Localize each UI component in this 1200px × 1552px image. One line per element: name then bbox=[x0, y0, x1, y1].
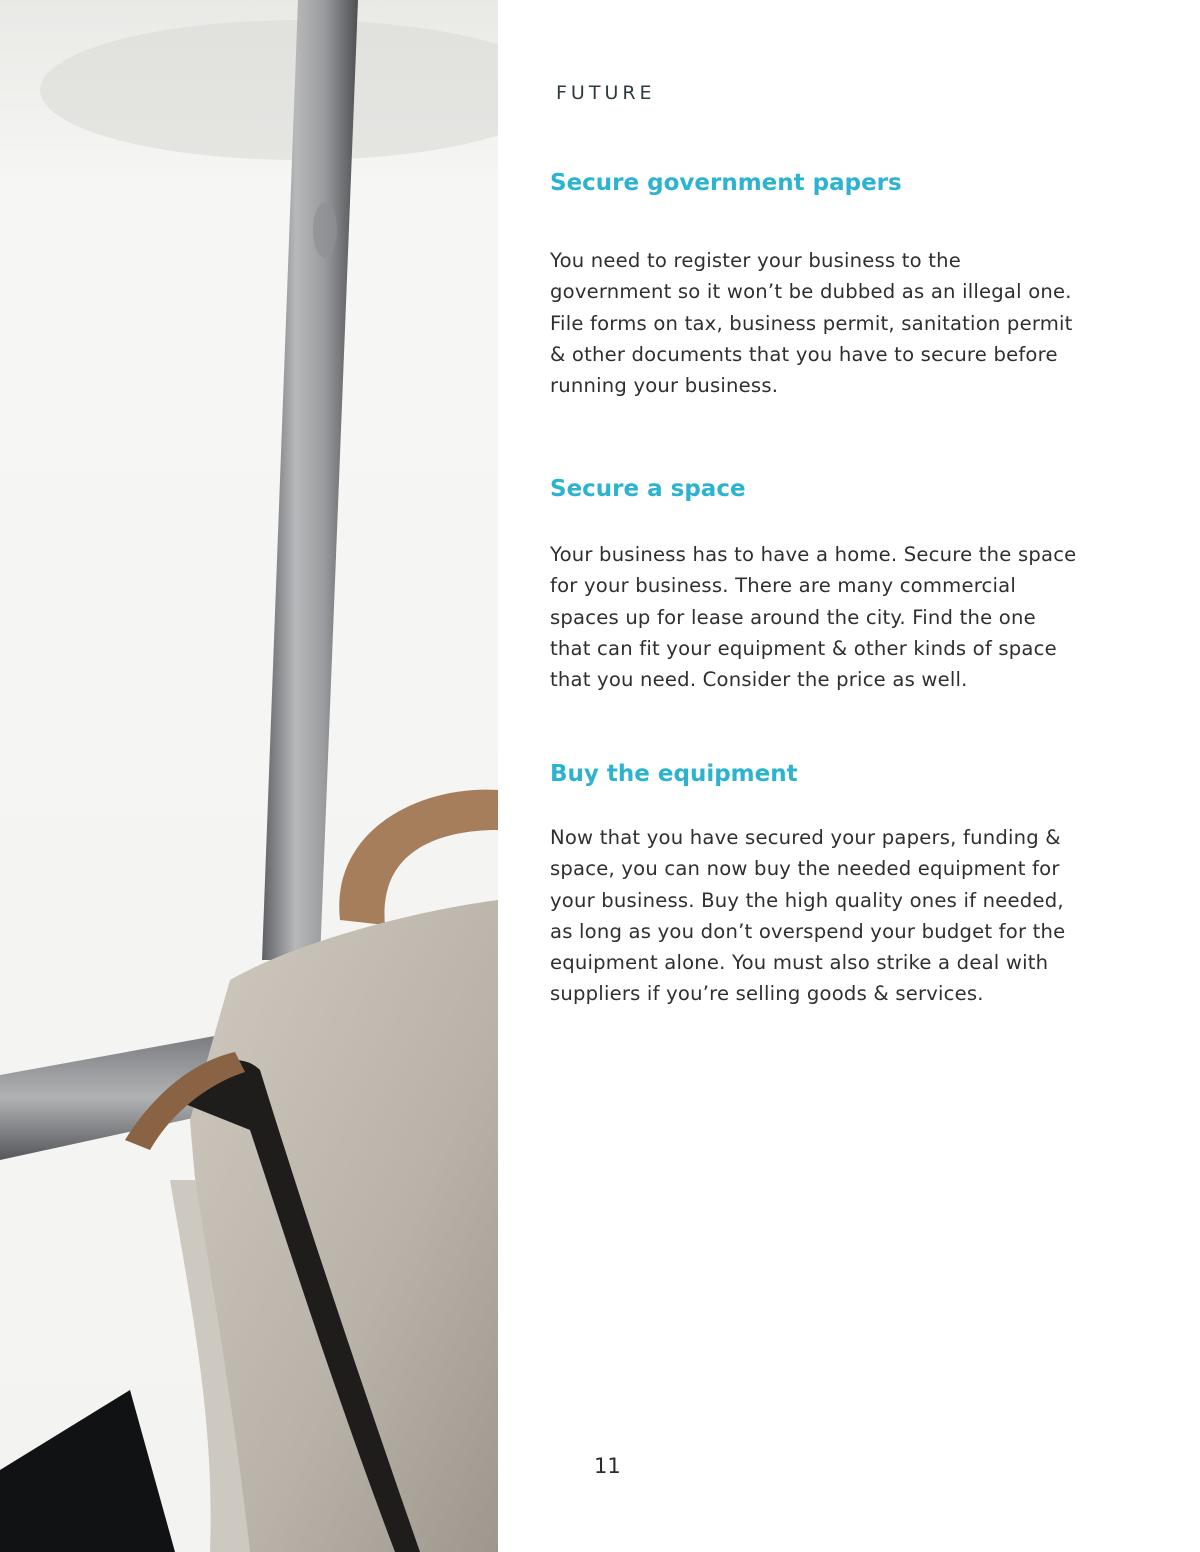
page-number: 11 bbox=[594, 1454, 621, 1478]
text-line: space, you can now buy the needed equipment for bbox=[550, 857, 1060, 881]
text-line: spaces up for lease around the city. Find the one bbox=[550, 605, 1036, 629]
paragraph-buy-the-equipment bbox=[550, 822, 1140, 1010]
paragraph-secure-a-space bbox=[550, 539, 1140, 695]
text-line: your business. Buy the high quality ones if needed, bbox=[550, 888, 1064, 912]
text-line: File forms on tax, business permit, sanitation permit bbox=[550, 311, 1073, 335]
text-line: You need to register your business to the bbox=[550, 249, 962, 272]
text-line: that can fit your equipment & other kinds of space bbox=[550, 636, 1057, 660]
text-line: that you need. Consider the price as well. bbox=[550, 668, 968, 692]
backpack-by-window-illustration bbox=[0, 0, 498, 1552]
text-line: Your business has to have a home. Secure the space bbox=[550, 543, 1077, 566]
text-line: running your business. bbox=[550, 374, 779, 398]
heading-secure-government-papers: Secure government papers bbox=[550, 170, 902, 196]
text-line: equipment alone. You must also strike a deal with bbox=[550, 951, 1049, 975]
backpack-photo bbox=[0, 0, 498, 1552]
text-line: for your business. There are many commercial bbox=[550, 574, 1016, 598]
text-line: suppliers if you’re selling goods & services. bbox=[550, 982, 984, 1006]
text-line: Now that you have secured your papers, funding & bbox=[550, 826, 1061, 849]
text-line: government so it won’t be dubbed as an illegal one. bbox=[550, 280, 1072, 304]
section-label: FUTURE bbox=[556, 82, 656, 104]
text-line: as long as you don’t overspend your budget for the bbox=[550, 919, 1066, 943]
heading-buy-the-equipment: Buy the equipment bbox=[550, 761, 798, 787]
heading-secure-a-space: Secure a space bbox=[550, 476, 746, 502]
text-line: & other documents that you have to secure before bbox=[550, 342, 1058, 366]
paragraph-secure-government-papers bbox=[550, 245, 1140, 401]
